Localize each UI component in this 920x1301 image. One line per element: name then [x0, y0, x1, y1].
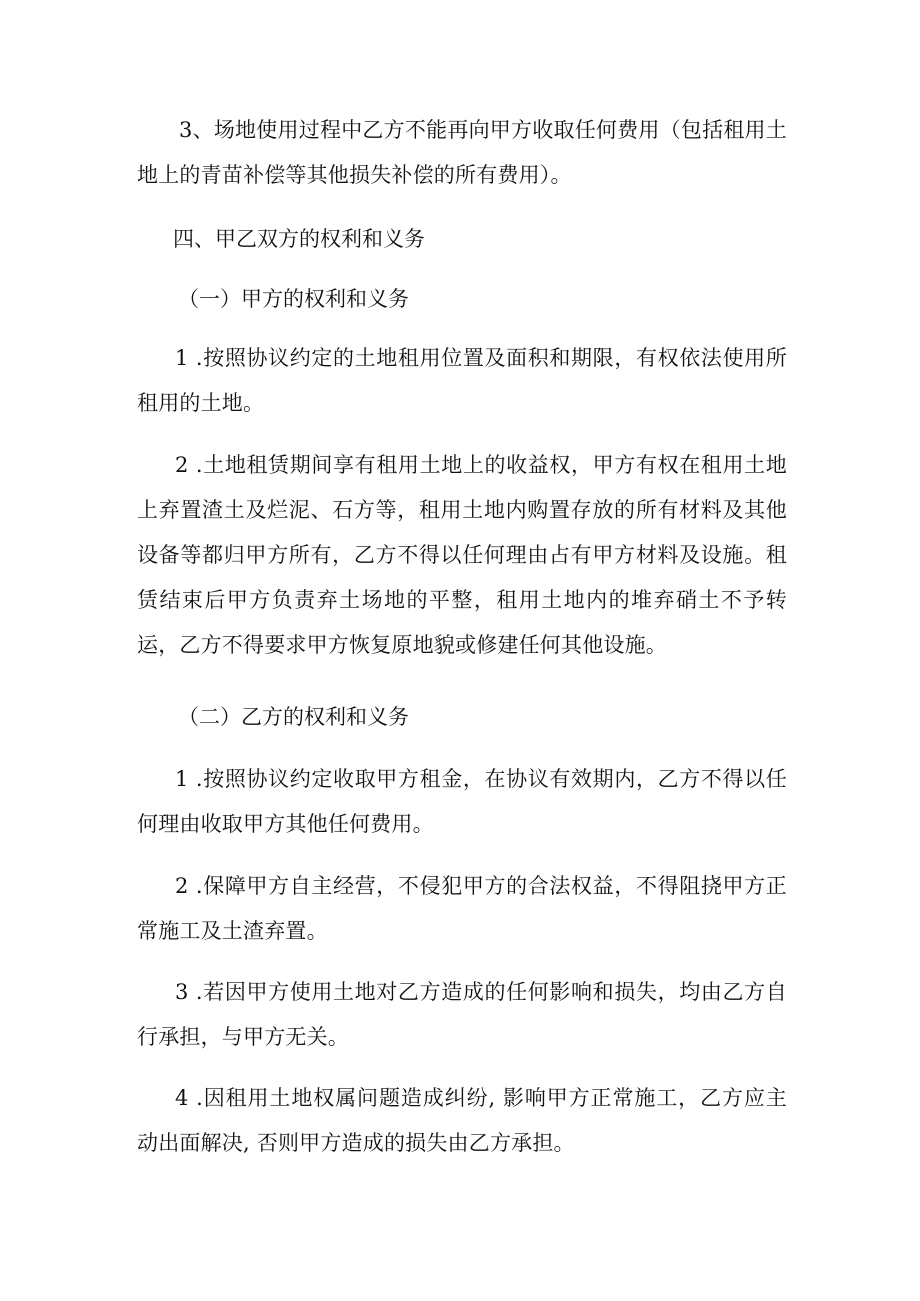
party-b-item-1: 1 .按照协议约定收取甲方租金，在协议有效期内，乙方不得以任何理由收取甲方其他任何费用。 — [137, 767, 787, 836]
party-b-item-4: 4 .因租用土地权属问题造成纠纷, 影响甲方正常施工，乙方应主动出面解决, 否则甲方造成的损失由乙方承担。 — [137, 1086, 787, 1155]
party-a-item-1: 1 .按照协议约定的土地租用位置及面积和期限，有权依法使用所租用的土地。 — [137, 346, 787, 415]
party-b-item-3: 3 .若因甲方使用土地对乙方造成的任何影响和损失，均由乙方自行承担，与甲方无关。 — [137, 980, 787, 1049]
party-b-title: （二）乙方的权利和义务 — [178, 705, 409, 729]
section-4-title: 四、甲乙双方的权利和义务 — [173, 227, 425, 251]
clause-3-fees: 3、场地使用过程中乙方不能再向甲方收取任何费用（包括租用土地上的青苗补偿等其他损失补偿的所有费用）。 — [137, 118, 787, 187]
party-a-title: （一）甲方的权利和义务 — [178, 287, 409, 311]
party-a-item-2: 2 .土地租赁期间享有租用土地上的收益权，甲方有权在租用土地上弃置渣土及烂泥、石方等，租用土地内购置存放的所有材料及其他设备等都归甲方所有，乙方不得以任何理由占有甲方材料及设施。租赁结束后甲方负责弃土场地的平整，租用土地内的堆弃硝土不予转运，乙方不得要求甲方恢复原地貌或修建任何其他设施。 — [137, 453, 787, 657]
party-b-item-2: 2 .保障甲方自主经营，不侵犯甲方的合法权益，不得阻挠甲方正常施工及土渣弃置。 — [137, 874, 787, 943]
